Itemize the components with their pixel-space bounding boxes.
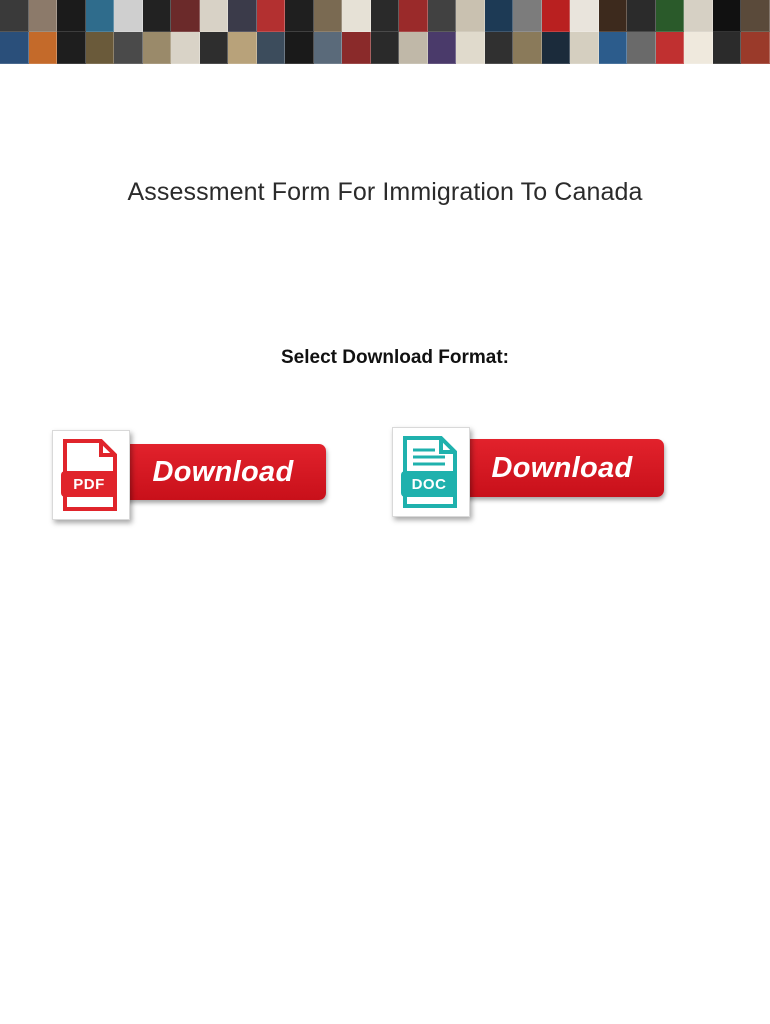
banner-tile [542, 32, 571, 64]
page-title: Assessment Form For Immigration To Canada [127, 178, 643, 206]
banner-tile [114, 32, 143, 64]
banner-tile [656, 32, 685, 64]
banner-tile [371, 0, 400, 32]
banner-tile [57, 0, 86, 32]
banner-tile [171, 32, 200, 64]
banner-tile [257, 32, 286, 64]
pdf-download-link[interactable] [52, 430, 332, 520]
pdf-file-icon [52, 430, 130, 520]
doc-badge: DOC [401, 471, 457, 497]
banner-tile [456, 32, 485, 64]
banner-tile [570, 0, 599, 32]
banner-tile [200, 0, 229, 32]
download-format-heading: Select Download Format: [280, 347, 510, 368]
pdf-download-label: Download [152, 455, 294, 488]
banner-tile [428, 0, 457, 32]
banner-tile [684, 0, 713, 32]
banner-mosaic [0, 0, 770, 64]
banner-tile [599, 0, 628, 32]
doc-file-icon [392, 427, 470, 517]
banner-tile [399, 32, 428, 64]
banner-tile [0, 32, 29, 64]
banner-tile [627, 32, 656, 64]
banner-tile [513, 0, 542, 32]
banner-tile [228, 32, 257, 64]
banner-tile [0, 0, 29, 32]
banner-tile [285, 32, 314, 64]
banner-tile [171, 0, 200, 32]
banner-tile [399, 0, 428, 32]
banner-tile [257, 0, 286, 32]
banner-tile [741, 0, 770, 32]
banner-tile [342, 0, 371, 32]
banner-tile [29, 0, 58, 32]
banner-tile [713, 0, 742, 32]
banner-tile [228, 0, 257, 32]
banner-tile [342, 32, 371, 64]
banner-tile [570, 32, 599, 64]
banner-tile [285, 0, 314, 32]
banner-tile [86, 32, 115, 64]
doc-download-label: Download [491, 451, 633, 484]
banner-tile [713, 32, 742, 64]
banner-tile [513, 32, 542, 64]
banner-tile [684, 32, 713, 64]
banner-tile [86, 0, 115, 32]
banner-tile [627, 0, 656, 32]
pdf-badge: PDF [61, 471, 117, 497]
banner-tile [599, 32, 628, 64]
banner-tile [456, 0, 485, 32]
doc-download-link[interactable] [392, 425, 672, 517]
banner-tile [428, 32, 457, 64]
banner-tile [200, 32, 229, 64]
banner-tile [741, 32, 770, 64]
banner-tile [29, 32, 58, 64]
banner-tile [314, 0, 343, 32]
banner-tile [143, 32, 172, 64]
banner-tile [542, 0, 571, 32]
banner-tile [485, 0, 514, 32]
banner-tile [371, 32, 400, 64]
banner-tile [656, 0, 685, 32]
banner-tile [485, 32, 514, 64]
banner-tile [314, 32, 343, 64]
banner-tile [143, 0, 172, 32]
banner-tile [114, 0, 143, 32]
banner-tile [57, 32, 86, 64]
